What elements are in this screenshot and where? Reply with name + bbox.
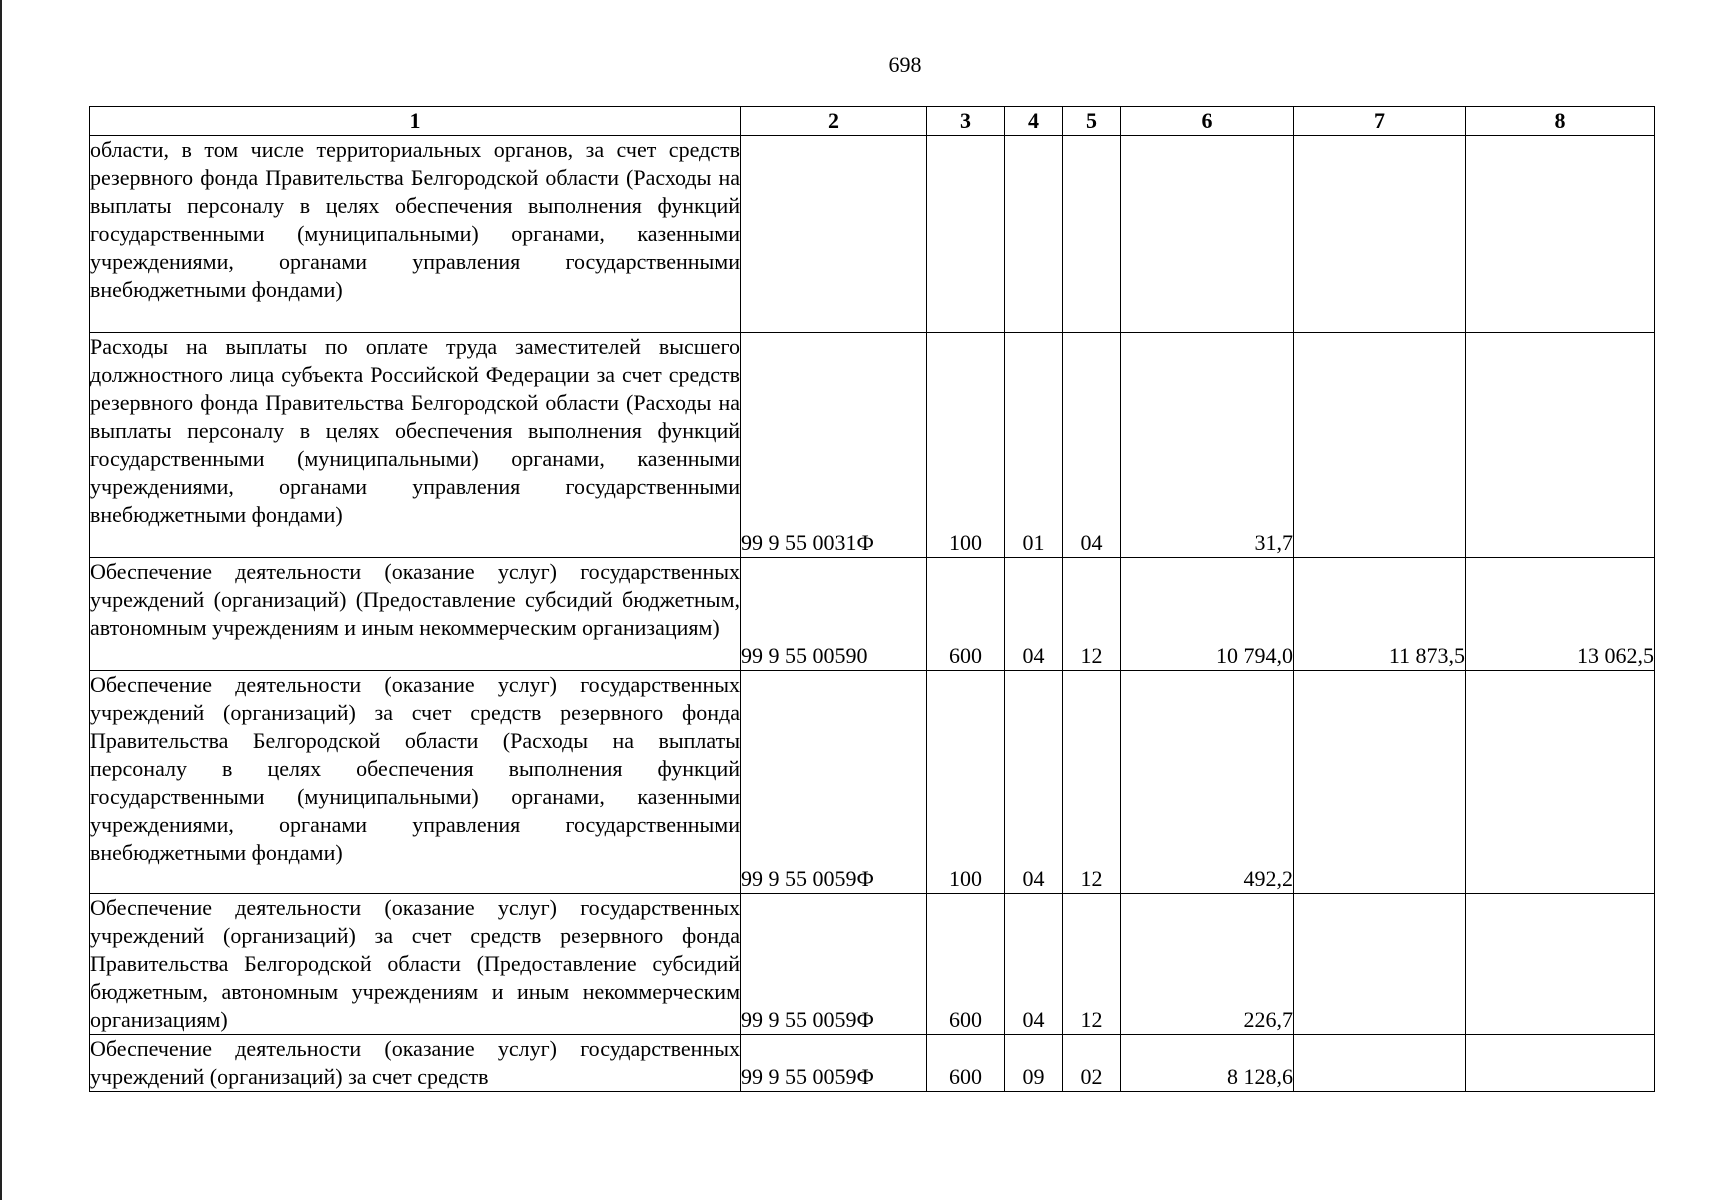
- header-col-1: 1: [90, 107, 741, 136]
- row-expense-type: 600: [927, 1035, 1005, 1092]
- row-amount-year-1: 31,7: [1121, 333, 1294, 558]
- row-section: 04: [1005, 558, 1063, 671]
- row-description: Расходы на выплаты по оплате труда заместителей высшего должностного лица субъекта Российской Федерации за счет средств резервного фонда Правительства Белгородской области (Расходы на выплаты персоналу в целях обеспечения выполнения функций государственными (муниципальными) органами, казенными учреждениями, органами управления государственными внебюджетными фондами): [90, 333, 741, 558]
- row-amount-year-1: 8 128,6: [1121, 1035, 1294, 1092]
- row-expense-type: 100: [927, 333, 1005, 558]
- page-number: 698: [888, 52, 922, 77]
- row-amount-year-3: [1466, 894, 1655, 1035]
- row-amount-year-2: [1294, 333, 1466, 558]
- row-description: Обеспечение деятельности (оказание услуг) государственных учреждений (организаций) за счет средств резервного фонда Правительства Белгородской области (Расходы на выплаты персоналу в целях обеспечения выполнения функций государственными (муниципальными) органами, казенными учреждениями, органами управления государственными внебюджетными фондами): [90, 671, 741, 894]
- table-row: [90, 1035, 1655, 1092]
- row-section: 04: [1005, 671, 1063, 894]
- row-amount-year-2: [1294, 1035, 1466, 1092]
- header-col-3: 3: [927, 107, 1005, 136]
- row-description: Обеспечение деятельности (оказание услуг) государственных учреждений (организаций) за счет средств: [90, 1035, 741, 1092]
- budget-table: [89, 106, 1655, 1092]
- row-amount-year-3: [1466, 671, 1655, 894]
- header-col-6: 6: [1121, 107, 1294, 136]
- table-row: [90, 136, 1655, 333]
- row-amount-year-3: 13 062,5: [1466, 558, 1655, 671]
- row-subsection: 02: [1063, 1035, 1121, 1092]
- header-col-8: 8: [1466, 107, 1655, 136]
- header-col-5: 5: [1063, 107, 1121, 136]
- row-amount-year-3: [1466, 333, 1655, 558]
- row-amount-year-2: [1294, 136, 1466, 333]
- row-target-code: 99 9 55 0059Ф: [741, 671, 927, 894]
- row-section: 04: [1005, 894, 1063, 1035]
- row-amount-year-2: [1294, 671, 1466, 894]
- row-amount-year-3: [1466, 1035, 1655, 1092]
- table-row: [90, 894, 1655, 1035]
- row-amount-year-1: 10 794,0: [1121, 558, 1294, 671]
- row-description: Обеспечение деятельности (оказание услуг) государственных учреждений (организаций) за счет средств резервного фонда Правительства Белгородской области (Предоставление субсидий бюджетным, автономным учреждениям и иным некоммерческим организациям): [90, 894, 741, 1035]
- row-subsection: 12: [1063, 671, 1121, 894]
- table-row: [90, 558, 1655, 671]
- table-row: [90, 671, 1655, 894]
- row-amount-year-1: 492,2: [1121, 671, 1294, 894]
- row-amount-year-3: [1466, 136, 1655, 333]
- row-subsection: 12: [1063, 558, 1121, 671]
- row-target-code: [741, 136, 927, 333]
- row-amount-year-1: [1121, 136, 1294, 333]
- header-col-4: 4: [1005, 107, 1063, 136]
- row-subsection: 04: [1063, 333, 1121, 558]
- row-expense-type: 600: [927, 558, 1005, 671]
- row-expense-type: [927, 136, 1005, 333]
- row-expense-type: 600: [927, 894, 1005, 1035]
- row-subsection: [1063, 136, 1121, 333]
- row-target-code: 99 9 55 00590: [741, 558, 927, 671]
- header-col-2: 2: [741, 107, 927, 136]
- row-target-code: 99 9 55 0059Ф: [741, 1035, 927, 1092]
- header-col-7: 7: [1294, 107, 1466, 136]
- row-section: 01: [1005, 333, 1063, 558]
- table-row: [90, 333, 1655, 558]
- row-amount-year-1: 226,7: [1121, 894, 1294, 1035]
- row-section: 09: [1005, 1035, 1063, 1092]
- row-expense-type: 100: [927, 671, 1005, 894]
- row-description: области, в том числе территориальных органов, за счет средств резервного фонда Правительства Белгородской области (Расходы на выплаты персоналу в целях обеспечения выполнения функций государственными (муниципальными) органами, казенными учреждениями, органами управления государственными внебюджетными фондами): [90, 136, 741, 333]
- row-section: [1005, 136, 1063, 333]
- row-description: Обеспечение деятельности (оказание услуг) государственных учреждений (организаций) (Предоставление субсидий бюджетным, автономным учреждениям и иным некоммерческим организациям): [90, 558, 741, 671]
- row-subsection: 12: [1063, 894, 1121, 1035]
- row-target-code: 99 9 55 0059Ф: [741, 894, 927, 1035]
- table-header-row: [90, 107, 1655, 136]
- row-target-code: 99 9 55 0031Ф: [741, 333, 927, 558]
- page-left-edge: [0, 0, 2, 1200]
- row-amount-year-2: [1294, 894, 1466, 1035]
- row-amount-year-2: 11 873,5: [1294, 558, 1466, 671]
